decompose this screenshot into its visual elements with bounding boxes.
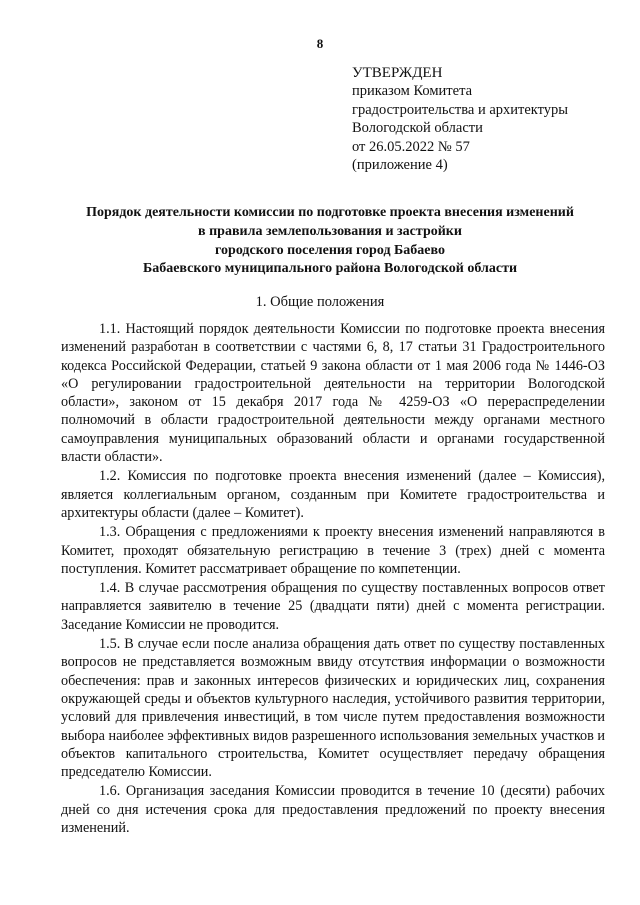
approval-line: (приложение 4) bbox=[352, 157, 448, 174]
paragraph-1-6: 1.6. Организация заседания Комиссии проводится в течение 10 (десяти) рабочих дней со дня истечения срока для предоставления предложений по проекту внесения изменений. bbox=[61, 783, 605, 837]
document-title bbox=[40, 204, 620, 279]
title-line: Порядок деятельности комиссии по подготовке проекта внесения изменений bbox=[86, 205, 574, 220]
paragraph-1-4: 1.4. В случае рассмотрения обращения по существу поставленных вопросов ответ направляется заявителю в течение 25 (двадцати пяти) дней с момента регистрации. Заседание Комиссии не проводится. bbox=[61, 580, 605, 633]
document-body bbox=[61, 320, 605, 837]
approval-line: приказом Комитета bbox=[352, 83, 473, 100]
title-line: городского поселения город Бабаево bbox=[215, 242, 445, 258]
paragraph-1-2: 1.2. Комиссия по подготовке проекта внесения изменений (далее – Комиссия), является коллегиальным органом, созданным при Комитете градостроительства и архитектуры области (далее – Комитет). bbox=[61, 468, 605, 521]
paragraph-1-5: 1.5. В случае если после анализа обращения дать ответ по существу поставленных вопросов не представляется возможным ввиду отсутствия информации о возможности обеспечения: прав и законных интересов физических и юридических лиц, сохранения окружающей среды и объектов культурного наследия, устойчивого развития территории, условий для привлечения инвестиций, в том числе путем предоставления возможности выбора наиболее эффективных видов разрешенного использования земельных участков и объектов капитального строительства, Комитет осуществляет передачу обращения председателю Комиссии. bbox=[61, 636, 605, 781]
title-line: в правила землепользования и застройки bbox=[198, 223, 462, 239]
paragraph-1-1: 1.1. Настоящий порядок деятельности Комиссии по подготовке проекта внесения изменений разработан в соответствии с частями 6, 8, 17 статьи 31 Градостроительного кодекса Российской Федерации, статьей 9 закона области от 1 мая 2006 года № 1446-ОЗ «О регулировании градостроительной деятельности на территории Вологодской области», законом от 15 декабря 2017 года № 4259-ОЗ «О перераспределении полномочий в области градостроительной деятельности между органами местного самоуправления муниципальных образований области и органами государственной власти области». bbox=[61, 321, 605, 466]
paragraph-1-3: 1.3. Обращения с предложениями к проекту внесения изменений направляются в Комитет, проходят обязательную регистрацию в течение 3 (трех) дней с момента поступления. Комитет рассматривает обращение по компетенции. bbox=[61, 524, 605, 577]
approval-heading: УТВЕРЖДЕН bbox=[352, 65, 443, 81]
title-line: Бабаевского муниципального района Вологодской области bbox=[142, 261, 518, 277]
approval-stamp bbox=[352, 64, 622, 174]
page-number: 8 bbox=[316, 36, 324, 51]
section-heading: 1. Общие положения bbox=[255, 294, 385, 310]
approval-line: градостроительства и архитектуры bbox=[352, 101, 569, 118]
approval-line: от 26.05.2022 № 57 bbox=[352, 138, 470, 155]
approval-line: Вологодской области bbox=[352, 120, 483, 137]
